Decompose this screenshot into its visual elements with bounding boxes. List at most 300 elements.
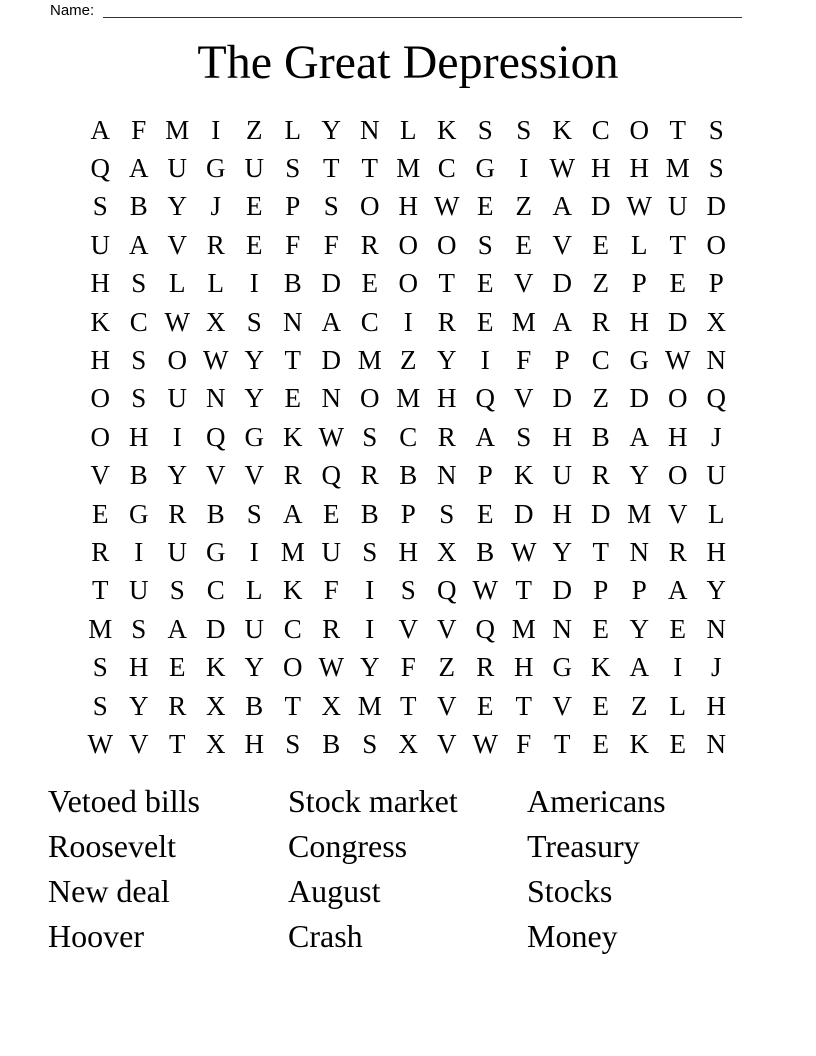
- grid-letter-r6c4: X: [206, 306, 226, 337]
- grid-letter-r3c4: J: [210, 191, 221, 222]
- name-row: [50, 2, 766, 24]
- word-item: New deal: [48, 873, 170, 909]
- grid-letter-r14c3: A: [167, 613, 187, 644]
- grid-letter-r13c1: T: [92, 575, 109, 606]
- grid-letter-r8c16: O: [668, 383, 688, 414]
- grid-letter-r2c7: T: [323, 153, 340, 184]
- grid-letter-r9c1: O: [90, 421, 110, 452]
- grid-letter-r10c16: O: [668, 460, 688, 491]
- grid-letter-r16c8: M: [357, 690, 382, 721]
- grid-letter-r4c14: E: [592, 229, 609, 260]
- grid-letter-r8c3: U: [167, 383, 187, 414]
- grid-letter-r13c16: A: [668, 575, 688, 606]
- grid-letter-r5c2: S: [131, 268, 147, 299]
- grid-letter-r15c10: Z: [438, 652, 455, 683]
- grid-letter-r15c16: I: [673, 652, 683, 683]
- grid-letter-r3c17: D: [706, 191, 726, 222]
- grid-letter-r7c3: O: [167, 345, 187, 376]
- grid-letter-r5c10: T: [438, 268, 455, 299]
- grid-letter-r11c4: B: [206, 498, 225, 529]
- grid-letter-r14c6: C: [283, 613, 302, 644]
- grid-letter-r13c13: D: [552, 575, 572, 606]
- grid-letter-r5c11: E: [477, 268, 494, 299]
- grid-letter-r2c14: H: [591, 153, 611, 184]
- grid-letter-r11c16: V: [668, 498, 688, 529]
- grid-letter-r2c11: G: [475, 153, 495, 184]
- word-item: Hoover: [48, 918, 144, 954]
- grid-letter-r3c16: U: [668, 191, 688, 222]
- grid-letter-r6c10: R: [437, 306, 456, 337]
- grid-letter-r17c9: X: [398, 728, 418, 759]
- grid-letter-r1c15: O: [629, 114, 649, 145]
- grid-letter-r13c14: P: [593, 575, 609, 606]
- grid-letter-r15c17: J: [710, 652, 722, 683]
- grid-letter-r4c5: E: [246, 229, 263, 260]
- grid-letter-r11c12: D: [514, 498, 534, 529]
- grid-letter-r16c17: H: [706, 690, 726, 721]
- grid-letter-r12c7: U: [321, 536, 341, 567]
- grid-letter-r3c10: W: [434, 191, 460, 222]
- grid-letter-r4c8: R: [360, 229, 379, 260]
- grid-letter-r17c1: W: [87, 728, 113, 759]
- grid-letter-r10c7: Q: [321, 460, 341, 491]
- grid-letter-r11c7: E: [323, 498, 340, 529]
- grid-letter-r7c10: Y: [437, 345, 457, 376]
- word-list-column-2: [288, 779, 458, 959]
- grid-letter-r6c2: C: [129, 306, 148, 337]
- grid-letter-r17c5: H: [244, 728, 264, 759]
- grid-letter-r12c11: B: [476, 536, 495, 567]
- grid-letter-r1c3: M: [165, 114, 190, 145]
- grid-letter-r1c12: S: [516, 114, 532, 145]
- grid-letter-r16c5: B: [245, 690, 264, 721]
- grid-letter-r4c13: V: [552, 229, 572, 260]
- grid-letter-r2c12: I: [519, 153, 529, 184]
- grid-letter-r10c10: N: [437, 460, 457, 491]
- grid-letter-r14c2: S: [131, 613, 147, 644]
- grid-letter-r1c1: A: [90, 114, 110, 145]
- word-list-column-3: [527, 779, 666, 959]
- grid-letter-r14c9: V: [398, 613, 418, 644]
- grid-letter-r4c10: O: [437, 229, 457, 260]
- grid-letter-r10c2: B: [129, 460, 148, 491]
- grid-letter-r10c6: R: [283, 460, 302, 491]
- grid-letter-r11c15: M: [627, 498, 652, 529]
- grid-letter-r1c9: L: [400, 114, 417, 145]
- grid-letter-r14c16: E: [669, 613, 686, 644]
- grid-letter-r11c10: S: [439, 498, 455, 529]
- grid-letter-r8c17: Q: [706, 383, 726, 414]
- grid-letter-r16c14: E: [592, 690, 609, 721]
- grid-letter-r11c17: L: [708, 498, 725, 529]
- grid-letter-r4c3: V: [167, 229, 187, 260]
- grid-letter-r2c10: C: [437, 153, 456, 184]
- grid-letter-r14c8: I: [365, 613, 375, 644]
- grid-letter-r10c11: P: [477, 460, 493, 491]
- grid-letter-r2c2: A: [129, 153, 149, 184]
- grid-letter-r14c1: M: [88, 613, 113, 644]
- grid-letter-r2c3: U: [167, 153, 187, 184]
- grid-letter-r8c13: D: [552, 383, 572, 414]
- grid-letter-r15c14: K: [591, 652, 611, 683]
- grid-letter-r6c13: A: [552, 306, 572, 337]
- grid-letter-r12c8: S: [362, 536, 378, 567]
- grid-letter-r5c7: D: [321, 268, 341, 299]
- grid-letter-r4c7: F: [323, 229, 339, 260]
- grid-letter-r8c11: Q: [475, 383, 495, 414]
- grid-letter-r13c9: S: [400, 575, 416, 606]
- grid-letter-r3c15: W: [626, 191, 652, 222]
- grid-letter-r2c17: S: [708, 153, 724, 184]
- grid-letter-r13c5: L: [246, 575, 263, 606]
- grid-letter-r17c14: E: [592, 728, 609, 759]
- grid-letter-r14c12: M: [511, 613, 536, 644]
- grid-letter-r16c7: X: [321, 690, 341, 721]
- grid-letter-r16c2: Y: [129, 690, 149, 721]
- grid-letter-r1c14: C: [591, 114, 610, 145]
- grid-letter-r14c7: R: [322, 613, 341, 644]
- grid-letter-r6c14: R: [591, 306, 610, 337]
- grid-letter-r16c9: T: [400, 690, 417, 721]
- grid-letter-r17c13: T: [554, 728, 571, 759]
- word-item: Stocks: [527, 873, 613, 909]
- grid-letter-r6c5: S: [246, 306, 262, 337]
- grid-letter-r10c15: Y: [629, 460, 649, 491]
- grid-letter-r5c8: E: [361, 268, 378, 299]
- grid-letter-r2c13: W: [549, 153, 575, 184]
- grid-letter-r7c1: H: [90, 345, 110, 376]
- grid-letter-r17c11: W: [472, 728, 498, 759]
- grid-letter-r5c3: L: [169, 268, 186, 299]
- grid-letter-r12c15: N: [629, 536, 649, 567]
- grid-letter-r13c3: S: [169, 575, 185, 606]
- grid-letter-r3c1: S: [92, 191, 108, 222]
- grid-letter-r7c16: W: [665, 345, 691, 376]
- grid-letter-r11c9: P: [400, 498, 416, 529]
- grid-letter-r11c13: H: [552, 498, 572, 529]
- page-title: The Great Depression: [197, 36, 619, 89]
- grid-letter-r17c16: E: [669, 728, 686, 759]
- grid-letter-r16c1: S: [92, 690, 108, 721]
- grid-letter-r12c9: H: [398, 536, 418, 567]
- grid-letter-r1c10: K: [437, 114, 457, 145]
- grid-letter-r16c16: L: [669, 690, 686, 721]
- grid-letter-r3c5: E: [246, 191, 263, 222]
- grid-letter-r6c1: K: [90, 306, 110, 337]
- grid-letter-r9c2: H: [129, 421, 149, 452]
- grid-letter-r9c17: J: [710, 421, 722, 452]
- grid-letter-r13c15: P: [631, 575, 647, 606]
- grid-letter-r4c1: U: [90, 229, 110, 260]
- grid-letter-r16c15: Z: [631, 690, 648, 721]
- grid-letter-r9c16: H: [668, 421, 688, 452]
- grid-letter-r11c8: B: [360, 498, 379, 529]
- letter-grid: [81, 111, 736, 764]
- grid-letter-r9c5: G: [244, 421, 264, 452]
- grid-letter-r5c1: H: [90, 268, 110, 299]
- grid-letter-r1c4: I: [211, 114, 221, 145]
- grid-letter-r9c3: I: [172, 421, 182, 452]
- grid-letter-r11c11: E: [477, 498, 494, 529]
- grid-letter-r11c6: A: [283, 498, 303, 529]
- word-item: August: [288, 873, 381, 909]
- grid-letter-r3c3: Y: [167, 191, 187, 222]
- grid-letter-r6c12: M: [511, 306, 536, 337]
- word-item: Americans: [527, 783, 666, 819]
- grid-letter-r2c4: G: [206, 153, 226, 184]
- grid-letter-r7c9: Z: [400, 345, 417, 376]
- grid-letter-r16c10: V: [437, 690, 457, 721]
- grid-letter-r9c13: H: [552, 421, 572, 452]
- grid-letter-r7c17: N: [706, 345, 726, 376]
- grid-letter-r10c12: K: [514, 460, 534, 491]
- grid-letter-r13c4: C: [206, 575, 225, 606]
- grid-letter-r12c10: X: [437, 536, 457, 567]
- grid-letter-r4c12: E: [515, 229, 532, 260]
- grid-letter-r5c5: I: [249, 268, 259, 299]
- grid-letter-r3c12: Z: [515, 191, 532, 222]
- word-item: Stock market: [288, 783, 458, 819]
- grid-letter-r12c17: H: [706, 536, 726, 567]
- grid-letter-r7c15: G: [629, 345, 649, 376]
- grid-letter-r8c15: D: [629, 383, 649, 414]
- grid-letter-r6c8: C: [360, 306, 379, 337]
- grid-letter-r5c14: Z: [592, 268, 609, 299]
- grid-letter-r3c2: B: [129, 191, 148, 222]
- grid-letter-r16c11: E: [477, 690, 494, 721]
- grid-letter-r4c15: L: [631, 229, 648, 260]
- grid-letter-r2c15: H: [629, 153, 649, 184]
- grid-letter-r13c7: F: [323, 575, 339, 606]
- grid-letter-r11c14: D: [591, 498, 611, 529]
- grid-letter-r7c14: C: [591, 345, 610, 376]
- grid-letter-r8c1: O: [90, 383, 110, 414]
- grid-letter-r10c14: R: [591, 460, 610, 491]
- grid-letter-r3c13: A: [552, 191, 572, 222]
- grid-letter-r15c11: R: [476, 652, 495, 683]
- grid-letter-r10c4: V: [206, 460, 226, 491]
- grid-letter-r6c7: A: [321, 306, 341, 337]
- grid-letter-r4c2: A: [129, 229, 149, 260]
- grid-letter-r13c11: W: [472, 575, 498, 606]
- grid-letter-r8c5: Y: [244, 383, 264, 414]
- grid-letter-r14c15: Y: [629, 613, 649, 644]
- grid-letter-r7c4: W: [203, 345, 229, 376]
- grid-letter-r12c12: W: [511, 536, 537, 567]
- word-item: Roosevelt: [48, 828, 176, 864]
- grid-letter-r17c2: V: [129, 728, 149, 759]
- grid-letter-r17c17: N: [706, 728, 726, 759]
- word-list-column-1: [48, 779, 200, 959]
- grid-letter-r9c10: R: [437, 421, 456, 452]
- grid-letter-r10c9: B: [399, 460, 418, 491]
- word-item: Treasury: [527, 828, 640, 864]
- grid-letter-r5c12: V: [514, 268, 534, 299]
- grid-letter-r3c14: D: [591, 191, 611, 222]
- grid-letter-r1c8: N: [360, 114, 380, 145]
- grid-letter-r14c14: E: [592, 613, 609, 644]
- grid-letter-r5c6: B: [283, 268, 302, 299]
- grid-letter-r15c2: H: [129, 652, 149, 683]
- grid-letter-r2c16: M: [665, 153, 690, 184]
- grid-letter-r2c8: T: [361, 153, 378, 184]
- grid-letter-r8c4: N: [206, 383, 226, 414]
- grid-letter-r15c8: Y: [360, 652, 380, 683]
- grid-letter-r11c3: R: [168, 498, 187, 529]
- grid-letter-r16c12: T: [515, 690, 532, 721]
- grid-letter-r13c2: U: [129, 575, 149, 606]
- grid-letter-r9c4: Q: [206, 421, 226, 452]
- grid-letter-r6c17: X: [706, 306, 726, 337]
- grid-letter-r17c12: F: [516, 728, 532, 759]
- grid-letter-r1c5: Z: [246, 114, 263, 145]
- grid-letter-r1c16: T: [669, 114, 686, 145]
- grid-letter-r17c6: S: [285, 728, 301, 759]
- grid-letter-r6c15: H: [629, 306, 649, 337]
- grid-letter-r9c9: C: [399, 421, 418, 452]
- grid-letter-r4c4: R: [206, 229, 225, 260]
- word-item: Congress: [288, 828, 408, 864]
- grid-letter-r12c13: Y: [552, 536, 572, 567]
- grid-letter-r7c12: F: [516, 345, 532, 376]
- grid-letter-r9c12: S: [516, 421, 532, 452]
- word-item: Crash: [288, 918, 363, 954]
- grid-letter-r6c16: D: [668, 306, 688, 337]
- grid-letter-r6c6: N: [283, 306, 303, 337]
- grid-letter-r6c11: E: [477, 306, 494, 337]
- word-list: [0, 779, 816, 979]
- grid-letter-r10c3: Y: [167, 460, 187, 491]
- grid-letter-r10c13: U: [552, 460, 572, 491]
- word-item: Money: [527, 918, 618, 954]
- grid-letter-r15c12: H: [514, 652, 534, 683]
- name-label: Name:: [50, 2, 95, 19]
- grid-letter-r12c5: I: [249, 536, 259, 567]
- grid-letter-r7c11: I: [480, 345, 490, 376]
- grid-letter-r11c1: E: [92, 498, 109, 529]
- grid-letter-r17c7: B: [322, 728, 341, 759]
- grid-letter-r17c3: T: [169, 728, 186, 759]
- grid-letter-r12c14: T: [592, 536, 609, 567]
- grid-letter-r1c11: S: [477, 114, 493, 145]
- grid-letter-r4c11: S: [477, 229, 493, 260]
- grid-letter-r15c5: Y: [244, 652, 264, 683]
- grid-letter-r8c12: V: [514, 383, 534, 414]
- grid-letter-r15c13: G: [552, 652, 572, 683]
- grid-letter-r3c6: P: [285, 191, 301, 222]
- grid-letter-r12c2: I: [134, 536, 144, 567]
- name-blank-line: [103, 17, 742, 18]
- grid-letter-r12c6: M: [280, 536, 305, 567]
- grid-letter-r10c17: U: [706, 460, 726, 491]
- grid-letter-r13c10: Q: [437, 575, 457, 606]
- grid-letter-r7c13: P: [554, 345, 570, 376]
- grid-letter-r4c6: F: [285, 229, 301, 260]
- grid-letter-r17c15: K: [629, 728, 649, 759]
- grid-letter-r10c1: V: [90, 460, 110, 491]
- grid-letter-r15c1: S: [92, 652, 108, 683]
- grid-letter-r7c8: M: [357, 345, 382, 376]
- grid-letter-r14c11: Q: [475, 613, 495, 644]
- grid-letter-r8c10: H: [437, 383, 457, 414]
- grid-letter-r14c10: V: [437, 613, 457, 644]
- grid-letter-r8c8: O: [360, 383, 380, 414]
- grid-letter-r3c8: O: [360, 191, 380, 222]
- grid-letter-r8c9: M: [396, 383, 421, 414]
- grid-letter-r6c3: W: [164, 306, 190, 337]
- grid-letter-r8c14: Z: [592, 383, 609, 414]
- grid-letter-r4c9: O: [398, 229, 418, 260]
- grid-letter-r10c5: V: [244, 460, 264, 491]
- grid-letter-r15c6: O: [283, 652, 303, 683]
- grid-letter-r9c14: B: [591, 421, 610, 452]
- grid-letter-r4c17: O: [706, 229, 726, 260]
- grid-letter-r2c1: Q: [90, 153, 110, 184]
- grid-letter-r4c16: T: [669, 229, 686, 260]
- grid-letter-r15c4: K: [206, 652, 226, 683]
- grid-letter-r9c6: K: [283, 421, 303, 452]
- grid-letter-r2c6: S: [285, 153, 301, 184]
- grid-letter-r1c2: F: [131, 114, 147, 145]
- grid-letter-r3c7: S: [323, 191, 339, 222]
- grid-letter-r17c4: X: [206, 728, 226, 759]
- grid-letter-r2c9: M: [396, 153, 421, 184]
- grid-letter-r5c17: P: [708, 268, 724, 299]
- grid-letter-r5c15: P: [631, 268, 647, 299]
- grid-letter-r9c15: A: [629, 421, 649, 452]
- grid-letter-r16c3: R: [168, 690, 187, 721]
- grid-letter-r8c7: N: [321, 383, 341, 414]
- grid-letter-r7c5: Y: [244, 345, 264, 376]
- grid-letter-r1c13: K: [552, 114, 572, 145]
- grid-letter-r16c6: T: [284, 690, 301, 721]
- grid-letter-r16c13: V: [552, 690, 572, 721]
- grid-letter-r8c6: E: [284, 383, 301, 414]
- grid-letter-r9c7: W: [318, 421, 344, 452]
- grid-letter-r17c10: V: [437, 728, 457, 759]
- grid-letter-r8c2: S: [131, 383, 147, 414]
- grid-letter-r14c4: D: [206, 613, 226, 644]
- grid-letter-r15c7: W: [318, 652, 344, 683]
- grid-letter-r9c11: A: [475, 421, 495, 452]
- grid-letter-r12c3: U: [167, 536, 187, 567]
- grid-letter-r5c4: L: [207, 268, 224, 299]
- grid-letter-r10c8: R: [360, 460, 379, 491]
- grid-letter-r13c8: I: [365, 575, 375, 606]
- word-item: Vetoed bills: [48, 783, 200, 819]
- grid-letter-r2c5: U: [244, 153, 264, 184]
- grid-letter-r14c13: N: [552, 613, 572, 644]
- grid-letter-r15c15: A: [629, 652, 649, 683]
- grid-letter-r13c17: Y: [706, 575, 726, 606]
- grid-letter-r7c7: D: [321, 345, 341, 376]
- grid-letter-r15c9: F: [400, 652, 416, 683]
- grid-letter-r11c2: G: [129, 498, 149, 529]
- grid-letter-r13c6: K: [283, 575, 303, 606]
- grid-letter-r3c11: E: [477, 191, 494, 222]
- grid-letter-r5c16: E: [669, 268, 686, 299]
- grid-letter-r14c17: N: [706, 613, 726, 644]
- grid-letter-r17c8: S: [362, 728, 378, 759]
- grid-letter-r7c2: S: [131, 345, 147, 376]
- grid-letter-r5c13: D: [552, 268, 572, 299]
- grid-letter-r12c4: G: [206, 536, 226, 567]
- grid-letter-r11c5: S: [246, 498, 262, 529]
- grid-letter-r1c6: L: [284, 114, 301, 145]
- grid-letter-r9c8: S: [362, 421, 378, 452]
- grid-letter-r15c3: E: [169, 652, 186, 683]
- grid-letter-r12c16: R: [668, 536, 687, 567]
